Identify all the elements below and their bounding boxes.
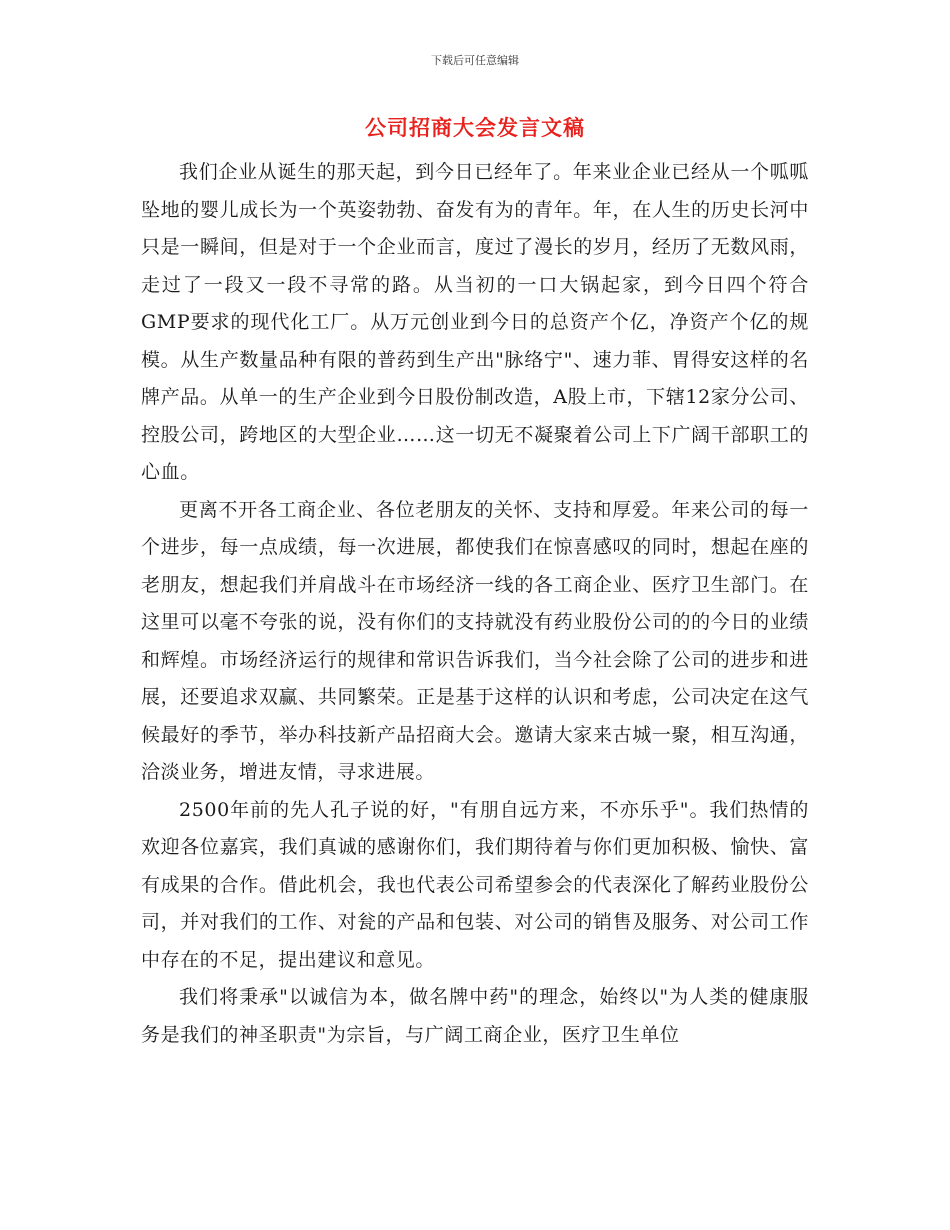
- document-body: [141, 154, 809, 1054]
- header-note: 下载后可任意编辑: [431, 54, 519, 67]
- paragraph: 我们将秉承"以诚信为本，做名牌中药"的理念，始终以"为人类的健康服务是我们的神圣职责"为宗旨，与广阔工商企业，医疗卫生单位: [141, 986, 809, 1046]
- paragraph: 我们企业从诞生的那天起，到今日已经年了。年来业企业已经从一个呱呱坠地的婴儿成长为一个英姿勃勃、奋发有为的青年。年，在人生的历史长河中只是一瞬间，但是对于一个企业而言，度过了漫长的岁月，经历了无数风雨，走过了一段又一段不寻常的路。从当初的一口大锅起家，到今日四个符合GMP要求的现代化工厂。从万元创业到今日的总资产个亿，净资产个亿的规模。从生产数量品种有限的普药到生产出"脉络宁"、速力菲、胃得安这样的名牌产品。从单一的生产企业到今日股份制改造，A股上市，下辖12家分公司、控股公司，跨地区的大型企业……这一切无不凝聚着公司上下广阔干部职工的心血。: [141, 161, 809, 483]
- document-title: 公司招商大会发言文稿: [365, 116, 585, 140]
- paragraph: 更离不开各工商企业、各位老朋友的关怀、支持和厚爱。年来公司的每一个进步，每一点成绩，每一次进展，都使我们在惊喜感叹的同时，想起在座的老朋友，想起我们并肩战斗在市场经济一线的各工商企业、医疗卫生部门。在这里可以毫不夸张的说，没有你们的支持就没有药业股份公司的的今日的业绩和辉煌。市场经济运行的规律和常识告诉我们，当今社会除了公司的进步和进展，还要追求双赢、共同繁荣。正是基于这样的认识和考虑，公司决定在这气候最好的季节，举办科技新产品招商大会。邀请大家来古城一聚，相互沟通，洽淡业务，增进友情，寻求进展。: [141, 498, 809, 783]
- paragraph: 2500年前的先人孔子说的好，"有朋自远方来，不亦乐乎"。我们热情的欢迎各位嘉宾，我们真诚的感谢你们，我们期待着与你们更加积极、愉快、富有成果的合作。借此机会，我也代表公司希望参会的代表深化了解药业股份公司，并对我们的工作、对瓮的产品和包装、对公司的销售及服务、对公司工作中存在的不足，提出建议和意见。: [141, 798, 809, 971]
